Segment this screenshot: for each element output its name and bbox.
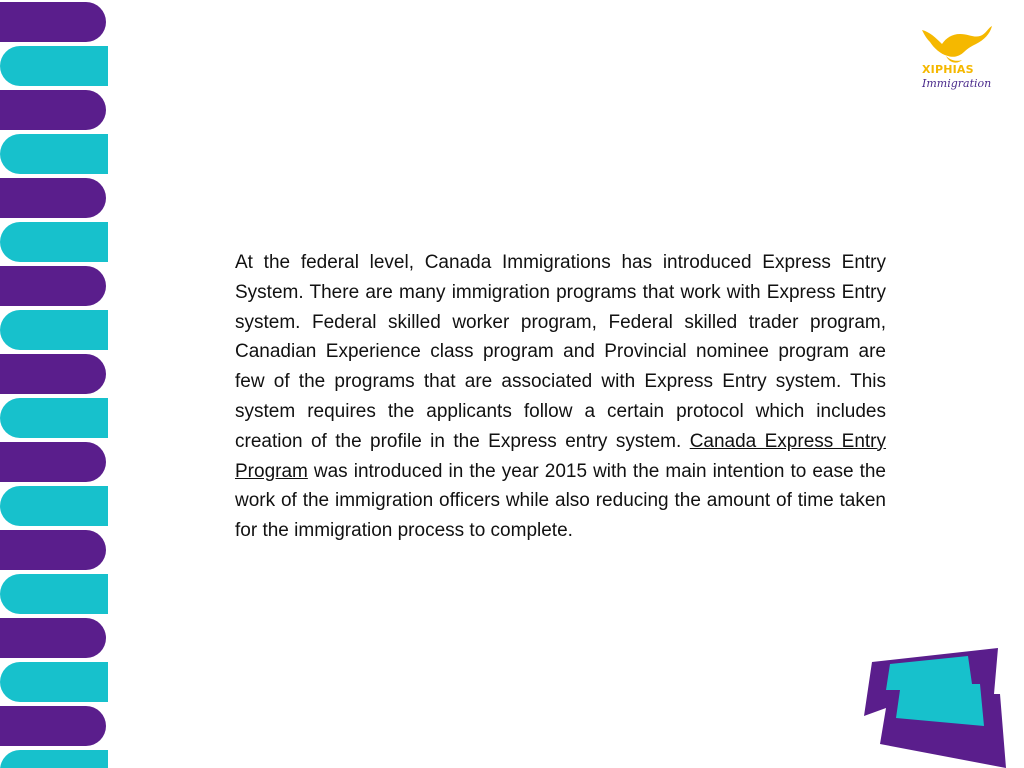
purple-stripe	[0, 530, 106, 570]
cyan-stripe	[0, 574, 108, 614]
canada-express-entry-link[interactable]: Canada Express Entry Program	[235, 430, 887, 482]
bird-logo-icon	[922, 26, 992, 57]
purple-stripe	[0, 442, 106, 482]
paragraph-text-continued: was introduced in the year 2015 with the main intention to ease the work of the immigration officers while also reducing the amount of time taken for the immigration process to complete.	[235, 460, 886, 542]
cyan-stripe	[0, 486, 108, 526]
purple-stripe	[0, 706, 106, 746]
main-paragraph	[235, 248, 886, 546]
cyan-stripe	[0, 134, 108, 174]
purple-stripe	[0, 90, 106, 130]
logo-brand-text: XIPHIAS	[922, 63, 974, 76]
paragraph-text: At the federal level, Canada Immigrations has introduced Express Entry System. There are many immigration programs that work with Express Entry system. Federal skilled worker program, Federal skilled trader program, Canadian Experience class program and Provincial nominee program are few of the programs that are associated with Express Entry system. This system requires the applicants follow a certain protocol which includes creation of the profile in the Express entry system.	[235, 252, 886, 452]
purple-stripe	[0, 2, 106, 42]
cyan-shape	[886, 656, 984, 726]
purple-stripe	[0, 618, 106, 658]
cyan-stripe	[0, 750, 108, 768]
decorative-stripe-band	[0, 0, 108, 768]
purple-stripe	[0, 266, 106, 306]
purple-stripe	[0, 178, 106, 218]
cyan-stripe	[0, 310, 108, 350]
purple-stripe	[0, 354, 106, 394]
cyan-stripe	[0, 222, 108, 262]
cyan-stripe	[0, 46, 108, 86]
cyan-stripe	[0, 398, 108, 438]
cyan-stripe	[0, 662, 108, 702]
corner-decoration	[860, 644, 1010, 768]
logo-subtitle: Immigration	[922, 77, 992, 90]
